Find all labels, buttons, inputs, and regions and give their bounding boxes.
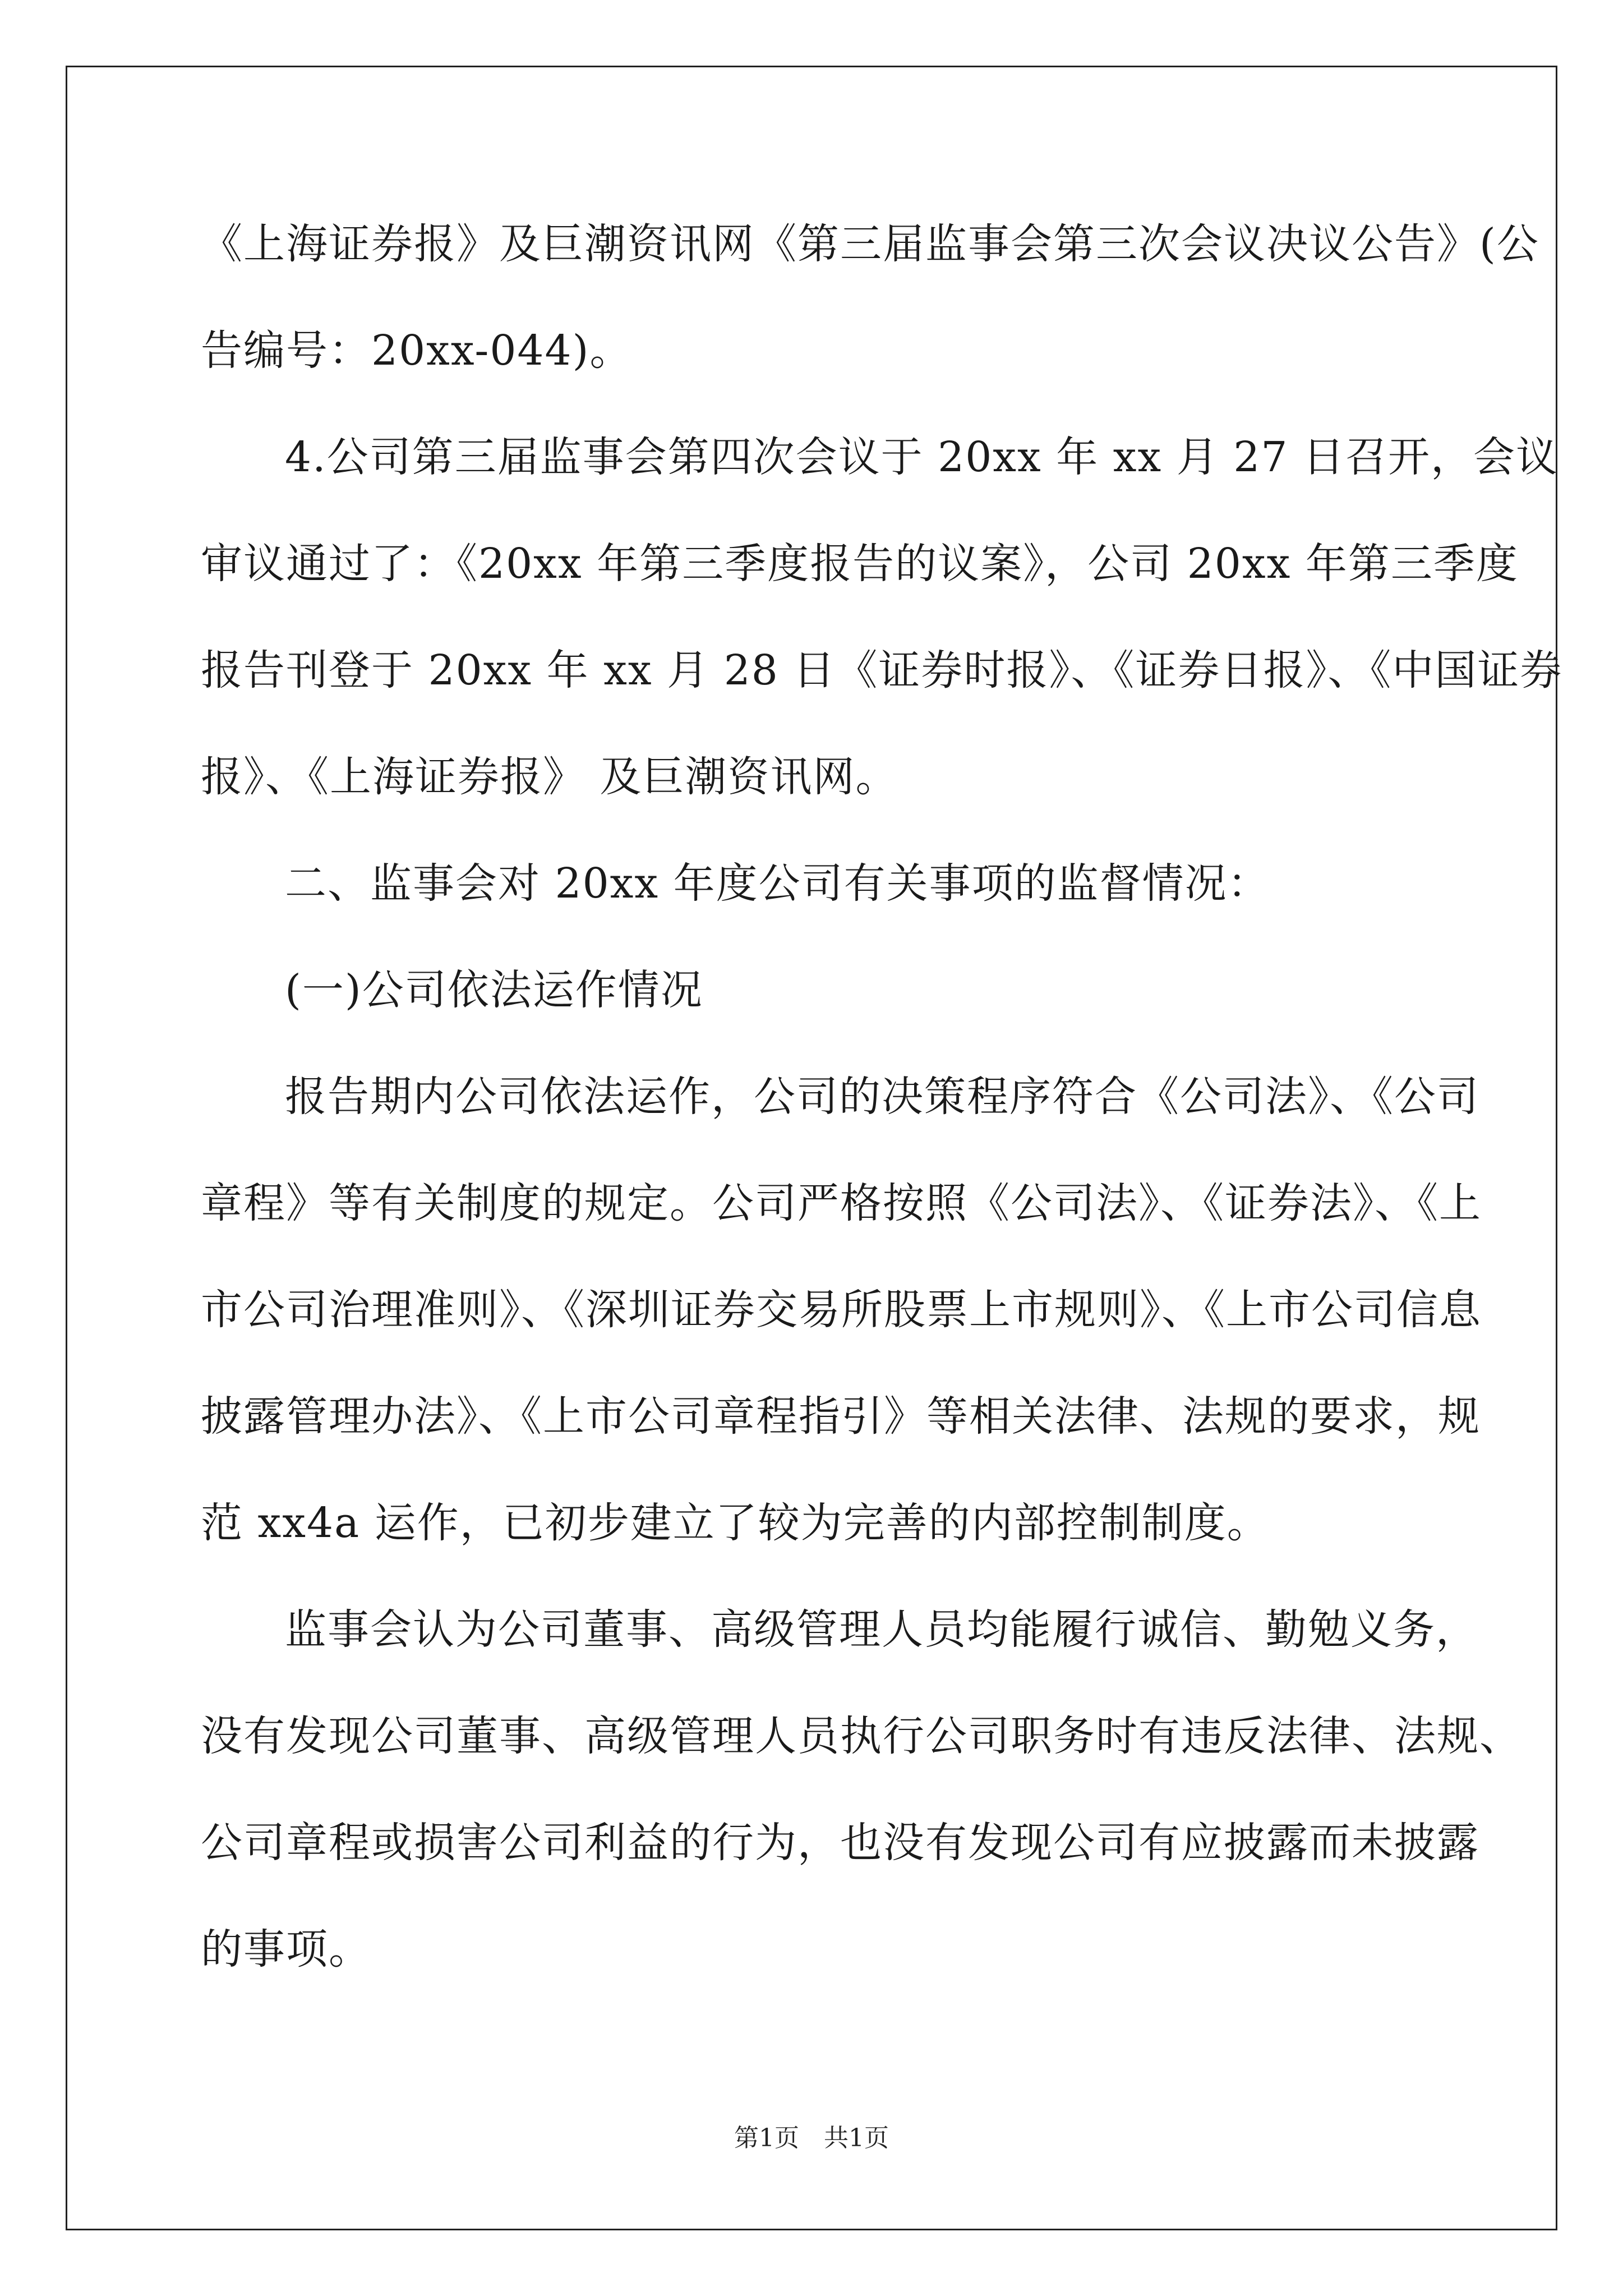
- text-line: 的事项。: [201, 1925, 371, 1973]
- text-line: 范 xx4a 运作，已初步建立了较为完善的内部控制制度。: [201, 1499, 1270, 1547]
- text-line: 章程》等有关制度的规定。公司严格按照《公司法》、《证券法》、《上: [201, 1179, 1482, 1227]
- text-line: 市公司治理准则》、《深圳证券交易所股票上市规则》、《上市公司信息: [201, 1286, 1482, 1334]
- text-line: 没有发现公司董事、高级管理人员执行公司职务时有违反法律、法规、: [201, 1712, 1522, 1760]
- text-line: 公司章程或损害公司利益的行为，也没有发现公司有应披露而未披露: [201, 1819, 1479, 1867]
- text-line: 监事会认为公司董事、高级管理人员均能履行诚信、勤勉义务，: [285, 1605, 1478, 1654]
- text-line: 告编号：20xx-044)。: [201, 326, 633, 375]
- text-line: 4.公司第三届监事会第四次会议于 20xx 年 xx 月 27 日召开，会议: [285, 433, 1559, 481]
- text-line: 报》、《上海证券报》 及巨潮资讯网。: [201, 753, 898, 801]
- text-line: 报告期内公司依法运作，公司的决策程序符合《公司法》、《公司: [285, 1073, 1479, 1121]
- text-line: 《上海证券报》及巨潮资讯网《第三届监事会第三次会议决议公告》(公: [201, 220, 1539, 268]
- section-heading: 二、监事会对 20xx 年度公司有关事项的监督情况：: [285, 859, 1270, 908]
- text-line: 审议通过了：《20xx 年第三季度报告的议案》，公司 20xx 年第三季度: [201, 540, 1519, 588]
- document-body: [201, 213, 1563, 2025]
- text-line: 披露管理办法》、《上市公司章程指引》等相关法律、法规的要求，规: [201, 1392, 1481, 1441]
- text-line: 报告刊登于 20xx 年 xx 月 28 日《证券时报》、《证券日报》、《中国证券: [201, 646, 1563, 694]
- subsection-heading: (一)公司依法运作情况: [285, 966, 703, 1014]
- page-footer: 第1页 共1页: [734, 2124, 889, 2152]
